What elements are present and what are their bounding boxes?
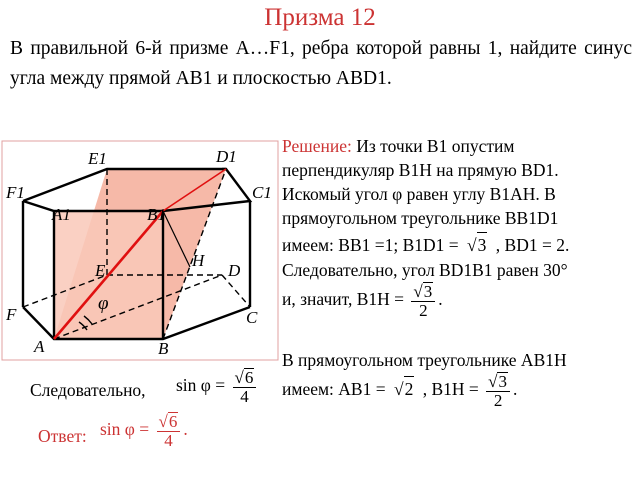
conclusion-text: Следовательно, <box>30 380 146 400</box>
solution-line-2: перпендикуляр B1H на прямую BD1. <box>282 160 559 180</box>
answer-label: Ответ: <box>38 426 87 446</box>
solution-line-8: В прямоугольном треугольнике AB1H <box>282 350 567 370</box>
problem-statement: В правильной 6-й призме A…F1, ребра которой равны 1, найдите синус угла между прямой AB1 и плоскостью ABD1. <box>10 38 632 89</box>
prism-figure <box>0 140 282 362</box>
label-f: F <box>6 305 17 324</box>
label-e: E <box>95 261 106 280</box>
label-b: B <box>158 339 169 358</box>
fraction-sqrt3-over-2-b: $\frac{√3}{2}$ <box>486 372 510 410</box>
conclusion-formula: sin φ = $\frac{√6}{4}$ <box>176 368 259 406</box>
label-a1: A1 <box>52 205 71 224</box>
label-d1: D1 <box>216 147 237 166</box>
label-e1: E1 <box>88 149 107 168</box>
solution-text-7a: и, значит, B1H = <box>282 289 405 310</box>
label-d: D <box>228 261 241 280</box>
solution-label: Решение: <box>282 136 352 156</box>
solution-line-6: Следовательно, угол BD1B1 равен 30° <box>282 260 568 280</box>
label-f1: F1 <box>6 183 25 202</box>
solution-line-7: и, значит, B1H = $\frac{√3}{2}$ . <box>282 282 443 320</box>
label-c: C <box>246 308 258 327</box>
label-c1: C1 <box>252 183 272 202</box>
label-a: A <box>34 337 45 356</box>
answer-formula: sin φ = $\frac{√6}{4}$ . <box>100 412 188 450</box>
label-b1: B1 <box>147 205 166 224</box>
label-phi: φ <box>98 293 109 314</box>
sqrt-2: √2 <box>394 376 414 401</box>
solution-text-5a: имеем: BB1 =1; B1D1 = <box>282 235 459 255</box>
solution-line-9: имеем: AB1 = √2 , B1H = $\frac{√3}{2}$ . <box>282 372 518 410</box>
solution-line-3: Искомый угол φ равен углу B1AH. В <box>282 184 556 204</box>
solution-line-5 <box>282 232 569 257</box>
slide-title: Призма 12 <box>264 4 376 31</box>
sqrt-3: √3 <box>467 232 487 257</box>
solution-line-1 <box>282 134 514 158</box>
solution-text-9a: имеем: AB1 = <box>282 379 386 400</box>
solution-text-9b: , B1H = <box>422 379 479 400</box>
fraction-sqrt3-over-2: $\frac{√3}{2}$ <box>411 282 435 320</box>
solution-line-4: прямоугольном треугольнике BB1D1 <box>282 208 559 228</box>
solution-text-5b: , BD1 = 2. <box>495 235 570 255</box>
label-h: H <box>192 251 205 270</box>
solution-text-1: Из точки B1 опустим <box>356 136 515 156</box>
